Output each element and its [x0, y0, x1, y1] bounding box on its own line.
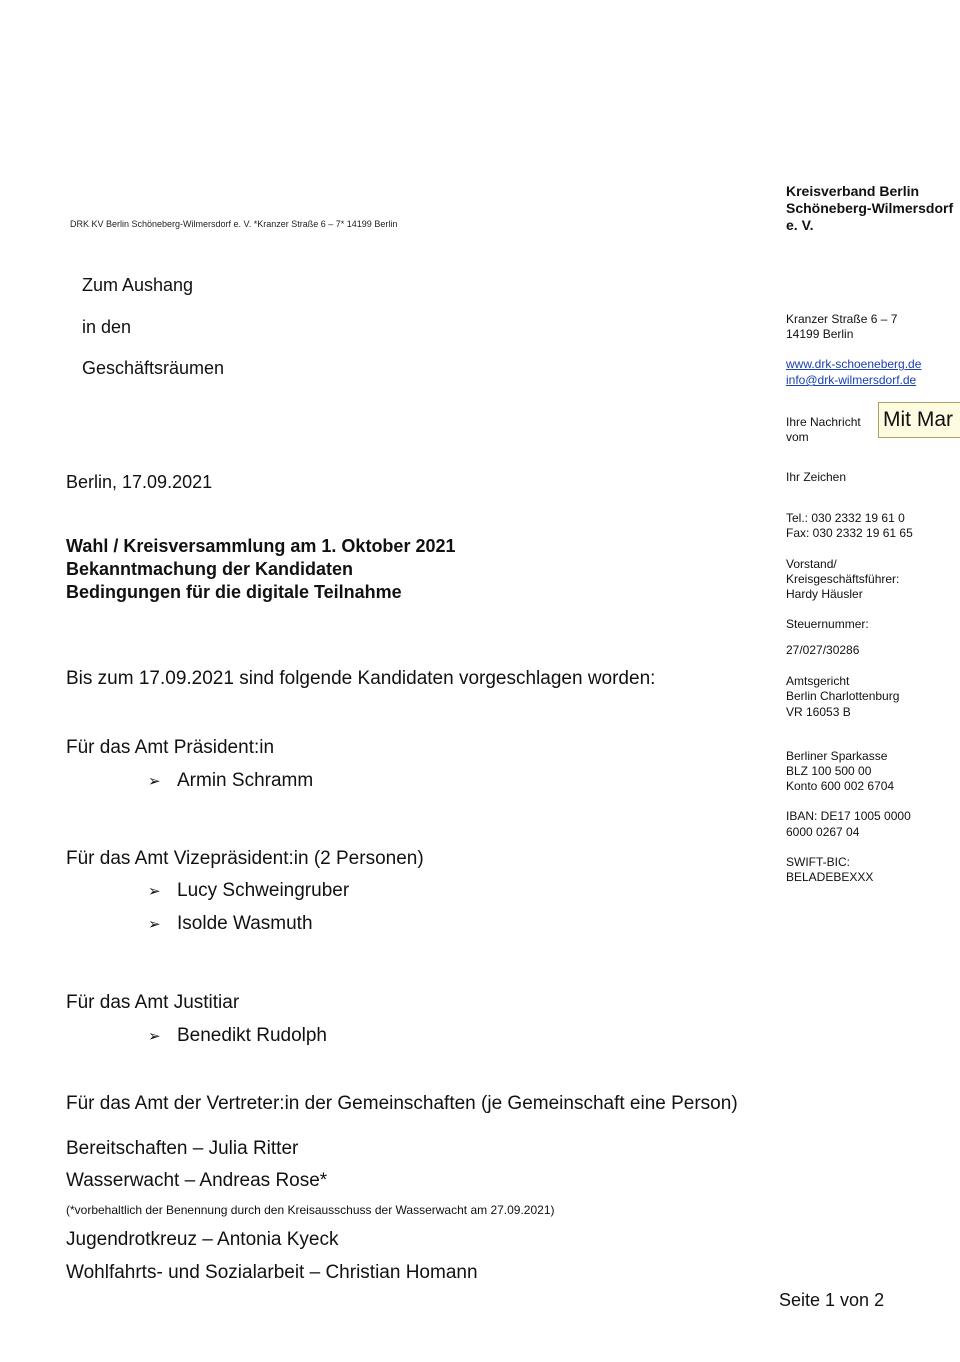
amtsgericht-register: VR 16053 B: [786, 705, 851, 719]
subject-line3: Bedingungen für die digitale Teilnahme: [66, 582, 402, 602]
ihre-zeichen-label: Ihr Zeichen: [786, 470, 847, 484]
fax-number: Fax: 030 2332 19 61 65: [786, 526, 913, 540]
vorstand-label: Vorstand/: [786, 557, 837, 571]
tel-number: Tel.: 030 2332 19 61 0: [786, 511, 905, 525]
tooltip-popup: Mit Mar: [878, 402, 960, 438]
recipient-line3: Geschäftsräumen: [82, 358, 225, 378]
subject-line2: Bekanntmachung der Kandidaten: [66, 559, 354, 579]
bank-blz: BLZ 100 500 00: [786, 764, 872, 778]
org-name: Kreisverband Berlin Schöneberg-Wilmersdorf e. V.: [786, 183, 954, 233]
arrow-bullet-icon: ➢: [148, 916, 161, 933]
address-city: 14199 Berlin: [786, 327, 854, 341]
sender-line: DRK KV Berlin Schöneberg-Wilmersdorf e. V. *Kranzer Straße 6 – 7* 14199 Berlin: [70, 219, 398, 229]
gemeinschaften-heading: Für das Amt der Vertreter:in der Gemeinschaften (je Gemeinschaft eine Person): [66, 1093, 738, 1114]
amtsgericht-label: Amtsgericht: [786, 674, 850, 688]
candidate-name: Benedikt Rudolph: [177, 1025, 327, 1046]
website-link[interactable]: www.drk-schoeneberg.de: [786, 357, 922, 371]
intro-text: Bis zum 17.09.2021 sind folgende Kandidaten vorgeschlagen worden:: [66, 668, 656, 689]
recipient-line1: Zum Aushang: [82, 275, 194, 295]
bank-name: Berliner Sparkasse: [786, 749, 888, 763]
bank-konto: Konto 600 002 6704: [786, 779, 895, 793]
list-item: [148, 770, 313, 792]
praesident-heading: Für das Amt Präsident:in: [66, 737, 275, 758]
list-item: [148, 913, 313, 935]
footnote: (*vorbehaltlich der Benennung durch den Kreisausschuss der Wasserwacht am 27.09.2021): [66, 1203, 555, 1217]
arrow-bullet-icon: ➢: [148, 773, 161, 790]
steuer-label: Steuernummer:: [786, 617, 869, 631]
amtsgericht-location: Berlin Charlottenburg: [786, 689, 900, 703]
address-street: Kranzer Straße 6 – 7: [786, 312, 898, 326]
candidate-name: Isolde Wasmuth: [177, 913, 313, 934]
email-link[interactable]: info@drk-wilmersdorf.de: [786, 373, 917, 387]
subject-line1: Wahl / Kreisversammlung am 1. Oktober 2021: [66, 536, 456, 556]
page-number: Seite 1 von 2: [779, 1290, 885, 1310]
justitiar-heading: Für das Amt Justitiar: [66, 992, 240, 1013]
swift-label: SWIFT-BIC:: [786, 855, 850, 869]
vize-heading: Für das Amt Vizepräsident:in (2 Personen): [66, 848, 424, 869]
geschaeftsfuehrer-label: Kreisgeschäftsführer:: [786, 572, 900, 586]
ihre-nachricht-label: Ihre Nachricht vom: [786, 415, 861, 444]
list-item: [148, 1025, 327, 1047]
vorstand-name: Hardy Häusler: [786, 587, 863, 601]
swift-value: BELADEBEXXX: [786, 870, 874, 884]
candidate-name: Lucy Schweingruber: [177, 880, 350, 901]
gemeinschaft-item: Jugendrotkreuz – Antonia Kyeck: [66, 1229, 339, 1250]
list-item: [148, 880, 349, 902]
arrow-bullet-icon: ➢: [148, 1028, 161, 1045]
arrow-bullet-icon: ➢: [148, 883, 161, 900]
steuer-value: 27/027/30286: [786, 643, 860, 657]
gemeinschaft-item: Wohlfahrts- und Sozialarbeit – Christian Homann: [66, 1262, 478, 1283]
iban-line2: 6000 0267 04: [786, 825, 860, 839]
gemeinschaft-item: Wasserwacht – Andreas Rose*: [66, 1170, 328, 1191]
candidate-name: Armin Schramm: [177, 770, 314, 791]
iban-line1: IBAN: DE17 1005 0000: [786, 809, 911, 823]
gemeinschaft-item: Bereitschaften – Julia Ritter: [66, 1138, 299, 1159]
letter-date: Berlin, 17.09.2021: [66, 472, 213, 492]
recipient-line2: in den: [82, 317, 132, 337]
